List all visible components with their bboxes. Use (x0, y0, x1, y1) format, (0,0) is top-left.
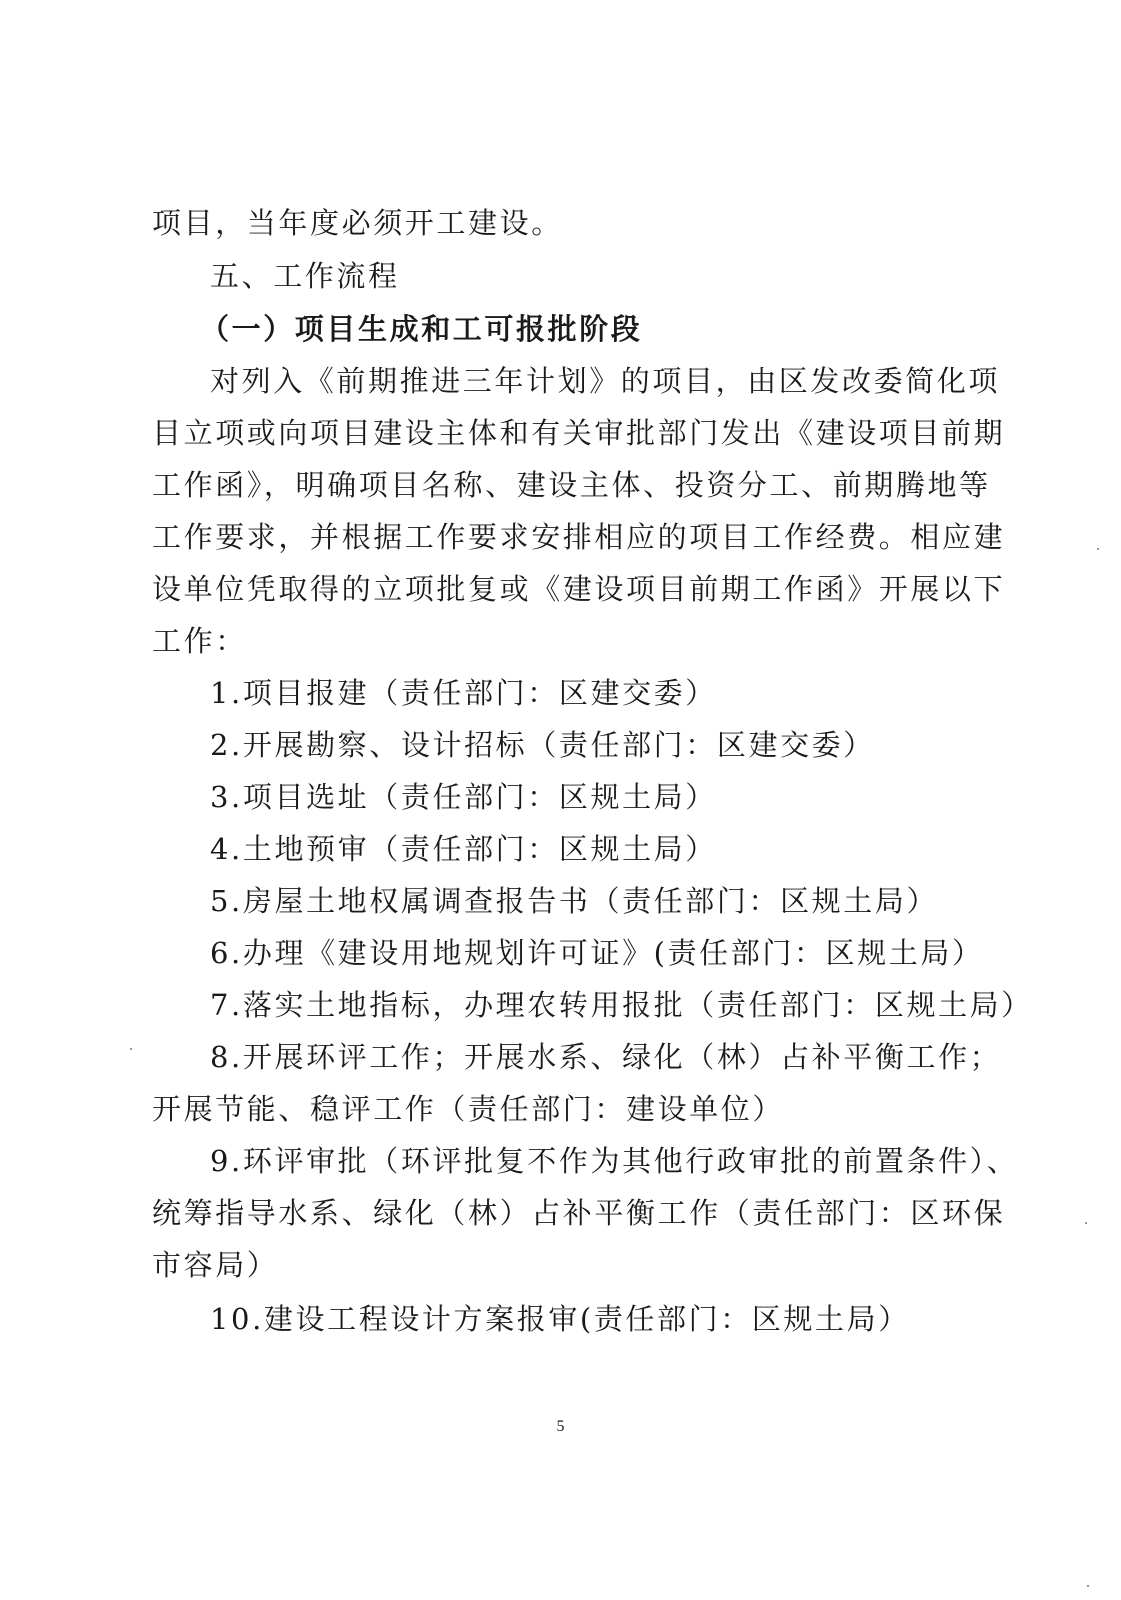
paragraph-line-5: 设单位凭取得的立项批复或《建设项目前期工作函》开展以下 (152, 572, 1006, 606)
list-item-6: 6.办理《建设用地规划许可证》(责任部门：区规土局） (210, 936, 984, 970)
list-item-7: 7.落实土地指标，办理农转用报批（责任部门：区规土局） (210, 988, 1033, 1022)
scan-speck (130, 1048, 132, 1050)
scan-speck (1085, 1222, 1087, 1224)
scan-speck (1097, 548, 1099, 550)
subsection-heading: （一）项目生成和工可报批阶段 (200, 312, 643, 346)
paragraph-line-1: 对列入《前期推进三年计划》的项目，由区发改委简化项 (210, 364, 1001, 398)
list-item-9: 9.环评审批（环评批复不作为其他行政审批的前置条件）、 (210, 1144, 1019, 1178)
paragraph-line-6: 工作： (152, 624, 247, 658)
paragraph-line-4: 工作要求，并根据工作要求安排相应的项目工作经费。相应建 (152, 520, 1006, 554)
list-item-3: 3.项目选址（责任部门：区规土局） (210, 780, 717, 814)
text-line-1: 项目，当年度必须开工建设。 (152, 206, 563, 240)
list-item-8: 8.开展环评工作；开展水系、绿化（林）占补平衡工作； (210, 1040, 1002, 1074)
paragraph-line-3: 工作函》，明确项目名称、建设主体、投资分工、前期腾地等 (152, 468, 991, 502)
list-item-4: 4.土地预审（责任部门：区规土局） (210, 832, 717, 866)
list-item-1: 1.项目报建（责任部门：区建交委） (210, 676, 717, 710)
scan-speck (1087, 1585, 1089, 1587)
page-number: 5 (556, 1418, 565, 1435)
list-item-2: 2.开展勘察、设计招标（责任部门：区建交委） (210, 728, 875, 762)
paragraph-line-2: 目立项或向项目建设主体和有关审批部门发出《建设项目前期 (152, 416, 1006, 450)
list-item-8-continued: 开展节能、稳评工作（责任部门：建设单位） (152, 1092, 785, 1126)
list-item-5: 5.房屋土地权属调查报告书（责任部门：区规土局） (210, 884, 939, 918)
list-item-9-continued-2: 市容局） (152, 1248, 279, 1282)
list-item-9-continued-1: 统筹指导水系、绿化（林）占补平衡工作（责任部门：区环保 (152, 1196, 1006, 1230)
list-item-10: 10.建设工程设计方案报审(责任部门：区规土局） (210, 1302, 910, 1336)
section-heading: 五、工作流程 (210, 259, 400, 293)
